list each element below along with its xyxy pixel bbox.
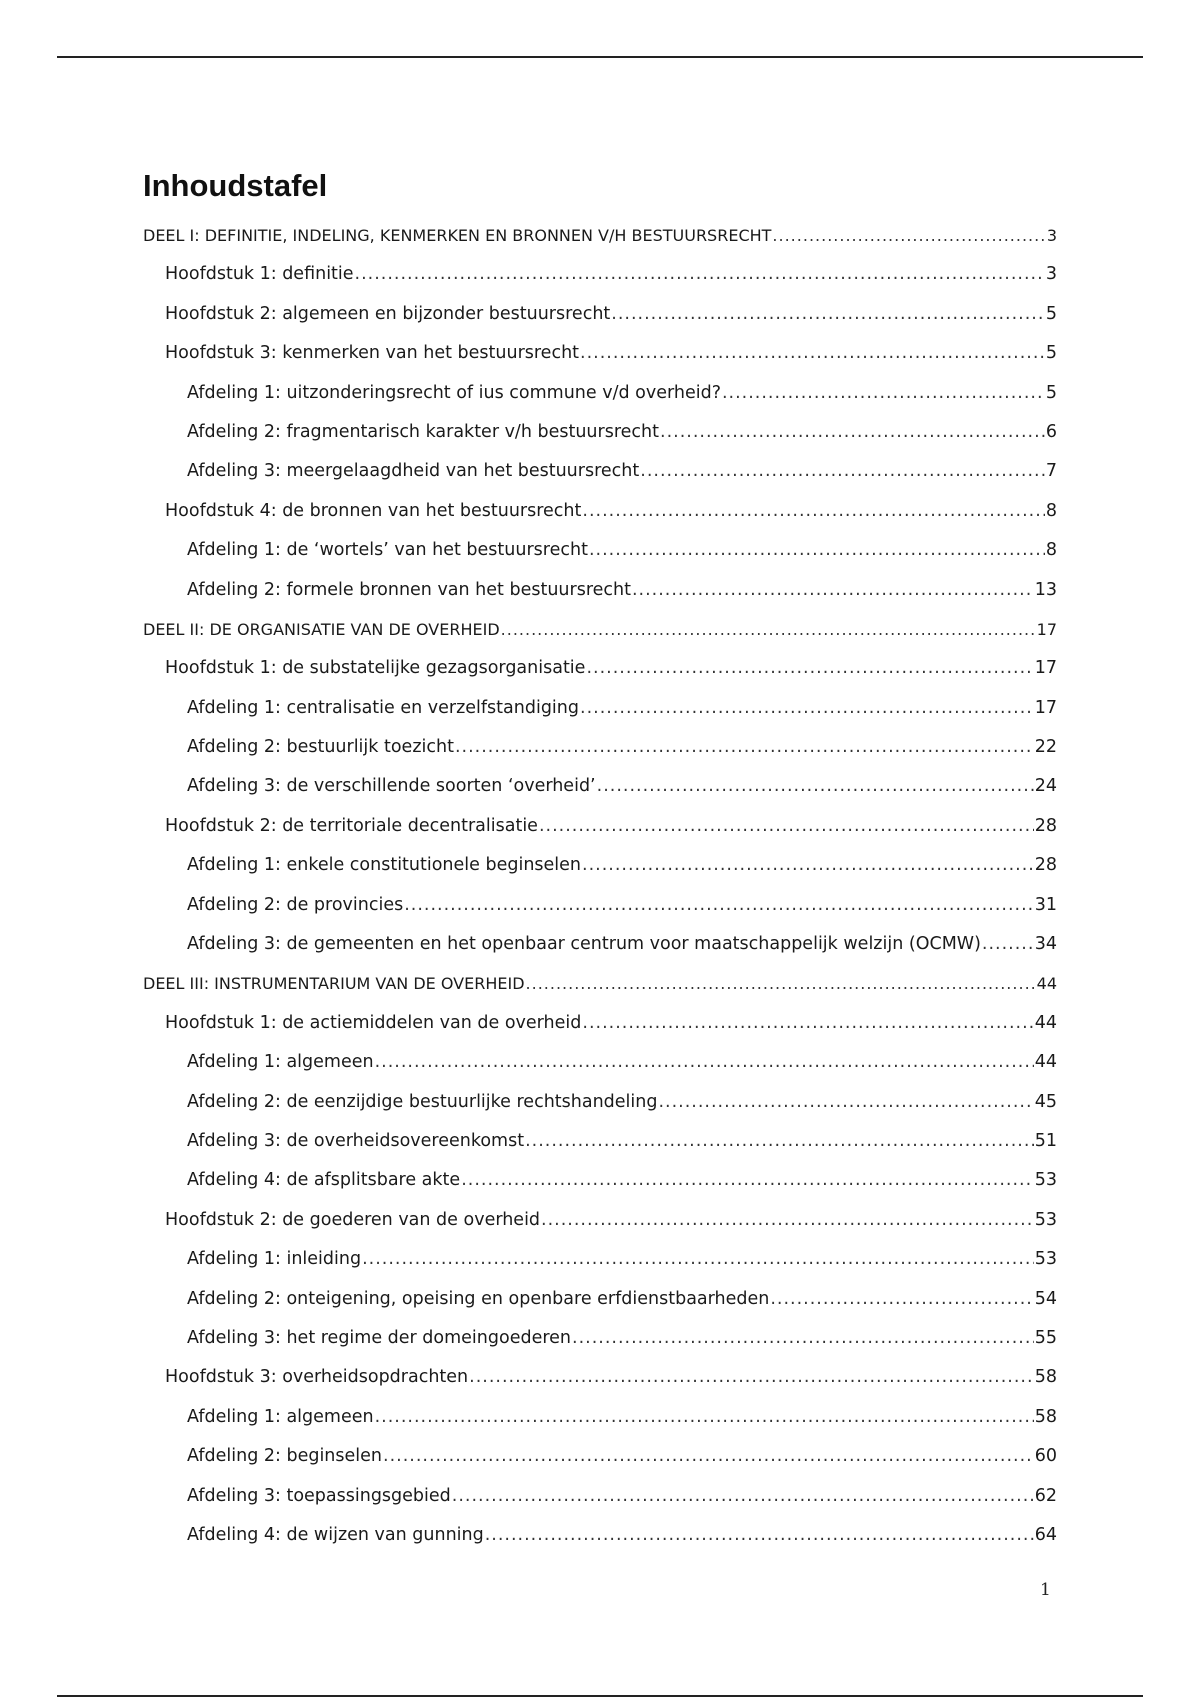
toc-entry-title: Afdeling 3: de verschillende soorten ‘overheid’ (187, 776, 596, 797)
toc-entry-page: 53 (1034, 1170, 1057, 1191)
toc-entry-page: 8 (1045, 500, 1057, 521)
toc-entry[interactable] (143, 1007, 1057, 1046)
dot-leader (541, 1204, 1034, 1237)
dot-leader (982, 928, 1034, 961)
toc-entry-page: 62 (1034, 1485, 1057, 1506)
toc-entry[interactable] (143, 258, 1057, 297)
toc-entry-page: 24 (1034, 776, 1057, 797)
toc-entry[interactable] (143, 1125, 1057, 1164)
toc-entry-title: Afdeling 1: de ‘wortels’ van het bestuursrecht (187, 540, 588, 561)
toc-entry-title: Afdeling 1: algemeen (187, 1052, 374, 1073)
dot-leader (770, 1283, 1033, 1316)
toc-entry-page: 34 (1034, 934, 1057, 955)
dot-leader (455, 731, 1034, 764)
toc-entry-page: 8 (1045, 540, 1057, 561)
toc-entry-page: 28 (1034, 855, 1057, 876)
toc-entry-page: 64 (1034, 1524, 1057, 1545)
toc-entry-page: 54 (1034, 1288, 1057, 1309)
toc-entry[interactable] (143, 574, 1057, 613)
toc-entry-page: 5 (1045, 303, 1057, 324)
toc-entry[interactable] (143, 1361, 1057, 1400)
toc-entry-page: 17 (1034, 658, 1057, 679)
toc-entry-title: Afdeling 2: onteigening, opeising en openbare erfdienstbaarheden (187, 1288, 770, 1309)
toc-entry[interactable] (143, 810, 1057, 849)
dot-leader (580, 692, 1034, 725)
toc-entry[interactable] (143, 337, 1057, 376)
toc-entry-page: 5 (1045, 382, 1057, 403)
toc-entry[interactable] (143, 1440, 1057, 1479)
toc-entry-title: Hoofdstuk 2: algemeen en bijzonder bestuursrecht (165, 303, 611, 324)
toc-entry-title: DEEL I: DEFINITIE, INDELING, KENMERKEN EN BRONNEN V/H BESTUURSRECHT (143, 226, 772, 245)
toc-entry-page: 44 (1034, 1012, 1057, 1033)
dot-leader (461, 1164, 1034, 1197)
toc-entry[interactable] (143, 1283, 1057, 1322)
toc-entry[interactable] (143, 1164, 1057, 1203)
toc-entry[interactable] (143, 1480, 1057, 1519)
dot-leader (632, 574, 1034, 607)
toc-entry-title: Afdeling 3: de overheidsovereenkomst (187, 1130, 525, 1151)
toc-entry[interactable] (143, 219, 1057, 258)
dot-leader (772, 219, 1045, 252)
toc-entry-page: 60 (1034, 1446, 1057, 1467)
dot-leader (580, 337, 1045, 370)
toc-entry-title: DEEL II: DE ORGANISATIE VAN DE OVERHEID (143, 619, 500, 639)
dot-leader (469, 1361, 1034, 1394)
dot-leader (355, 258, 1045, 291)
toc-entry-page: 6 (1045, 421, 1057, 442)
header-rule (57, 56, 1143, 58)
toc-entry[interactable] (143, 889, 1057, 928)
dot-leader (375, 1401, 1034, 1434)
page-number: 1 (1040, 1580, 1051, 1600)
toc-entry[interactable] (143, 1086, 1057, 1125)
dot-leader (597, 770, 1034, 803)
toc-entry-page: 17 (1034, 697, 1057, 718)
toc-entry-page: 3 (1046, 226, 1057, 245)
dot-leader (539, 810, 1034, 843)
toc-entry-title: Hoofdstuk 2: de territoriale decentralisatie (165, 815, 538, 836)
toc-entry-page: 58 (1034, 1367, 1057, 1388)
toc-entry[interactable] (143, 1322, 1057, 1361)
toc-entry-page: 17 (1036, 619, 1057, 639)
toc-entry-title: Afdeling 1: inleiding (187, 1249, 362, 1270)
dot-leader (383, 1440, 1034, 1473)
toc-entry-title: Hoofdstuk 1: de substatelijke gezagsorganisatie (165, 658, 586, 679)
dot-leader (485, 1519, 1034, 1552)
toc-entry[interactable] (143, 1243, 1057, 1282)
toc-entry-page: 22 (1034, 737, 1057, 758)
page-title: Inhoudstafel (143, 168, 328, 203)
dot-leader (586, 652, 1033, 685)
toc-entry-title: Afdeling 1: algemeen (187, 1406, 374, 1427)
toc-entry[interactable] (143, 692, 1057, 731)
dot-leader (404, 889, 1034, 922)
dot-leader (572, 1322, 1034, 1355)
dot-leader (525, 1125, 1034, 1158)
toc-entry-title: Afdeling 2: formele bronnen van het bestuursrecht (187, 579, 631, 600)
toc-entry[interactable] (143, 928, 1057, 967)
toc-entry-title: Afdeling 2: bestuurlijk toezicht (187, 737, 454, 758)
dot-leader (582, 495, 1044, 528)
toc-entry-title: Hoofdstuk 2: de goederen van de overheid (165, 1209, 541, 1230)
dot-leader (722, 377, 1045, 410)
toc-entry-title: Afdeling 1: enkele constitutionele beginselen (187, 855, 582, 876)
toc-entry[interactable] (143, 298, 1057, 337)
toc-entry[interactable] (143, 1519, 1057, 1558)
toc-entry[interactable] (143, 613, 1057, 652)
toc-entry-page: 55 (1034, 1327, 1057, 1348)
footer-rule (57, 1695, 1143, 1697)
toc-entry[interactable] (143, 770, 1057, 809)
dot-leader (582, 849, 1034, 882)
toc-entry[interactable] (143, 377, 1057, 416)
toc-entry[interactable] (143, 416, 1057, 455)
toc-entry-title: Afdeling 3: het regime der domeingoederen (187, 1327, 572, 1348)
toc-entry-title: Afdeling 2: beginselen (187, 1446, 383, 1467)
toc-entry-page: 53 (1034, 1209, 1057, 1230)
toc-entry-title: Hoofdstuk 4: de bronnen van het bestuursrecht (165, 500, 582, 521)
toc-entry[interactable] (143, 1046, 1057, 1085)
toc-entry[interactable] (143, 455, 1057, 494)
toc-entry-page: 44 (1036, 974, 1057, 994)
dot-leader (660, 416, 1045, 449)
toc-entry[interactable] (143, 849, 1057, 888)
toc-entry-page: 7 (1045, 461, 1057, 482)
toc-entry-title: Hoofdstuk 1: definitie (165, 264, 354, 285)
toc-entry-page: 31 (1034, 894, 1057, 915)
toc-entry-title: Afdeling 3: meergelaagdheid van het bestuursrecht (187, 461, 640, 482)
toc-entry-title: Afdeling 2: fragmentarisch karakter v/h bestuursrecht (187, 421, 659, 442)
dot-leader (658, 1086, 1033, 1119)
toc-entry-page: 44 (1034, 1052, 1057, 1073)
dot-leader (375, 1046, 1034, 1079)
toc-entry-title: Hoofdstuk 3: overheidsopdrachten (165, 1367, 469, 1388)
toc-entry-title: Afdeling 4: de wijzen van gunning (187, 1524, 484, 1545)
dot-leader (611, 298, 1045, 331)
toc-entry[interactable] (143, 731, 1057, 770)
toc-entry-title: Afdeling 2: de eenzijdige bestuurlijke rechtshandeling (187, 1091, 658, 1112)
toc-entry-title: Afdeling 4: de afsplitsbare akte (187, 1170, 461, 1191)
toc-entry[interactable] (143, 652, 1057, 691)
toc-entry-page: 51 (1034, 1130, 1057, 1151)
toc-entry[interactable] (143, 967, 1057, 1006)
toc-entry-page: 53 (1034, 1249, 1057, 1270)
dot-leader (640, 455, 1045, 488)
toc-entry-page: 3 (1045, 264, 1057, 285)
toc-entry-page: 28 (1034, 815, 1057, 836)
dot-leader (501, 613, 1036, 646)
toc-entry-title: Afdeling 3: toepassingsgebied (187, 1485, 451, 1506)
dot-leader (589, 534, 1045, 567)
toc-entry-title: Hoofdstuk 1: de actiemiddelen van de overheid (165, 1012, 582, 1033)
toc-entry[interactable] (143, 495, 1057, 534)
toc-entry-page: 5 (1045, 343, 1057, 364)
dot-leader (452, 1480, 1034, 1513)
toc-entry-page: 58 (1034, 1406, 1057, 1427)
dot-leader (362, 1243, 1034, 1276)
toc-entry-title: Afdeling 2: de provincies (187, 894, 404, 915)
toc-entry[interactable] (143, 1401, 1057, 1440)
toc-entry[interactable] (143, 1204, 1057, 1243)
dot-leader (526, 967, 1036, 1000)
toc-entry-page: 45 (1034, 1091, 1057, 1112)
toc-entry-title: Afdeling 1: centralisatie en verzelfstandiging (187, 697, 579, 718)
dot-leader (582, 1007, 1033, 1040)
toc-entry-title: Afdeling 1: uitzonderingsrecht of ius commune v/d overheid? (187, 382, 721, 403)
toc-entry[interactable] (143, 534, 1057, 573)
table-of-contents (143, 219, 1057, 1558)
toc-entry-page: 13 (1034, 579, 1057, 600)
toc-entry-title: DEEL III: INSTRUMENTARIUM VAN DE OVERHEID (143, 974, 525, 994)
toc-entry-title: Afdeling 3: de gemeenten en het openbaar centrum voor maatschappelijk welzijn (OCMW) (187, 934, 981, 955)
toc-entry-title: Hoofdstuk 3: kenmerken van het bestuursrecht (165, 343, 580, 364)
